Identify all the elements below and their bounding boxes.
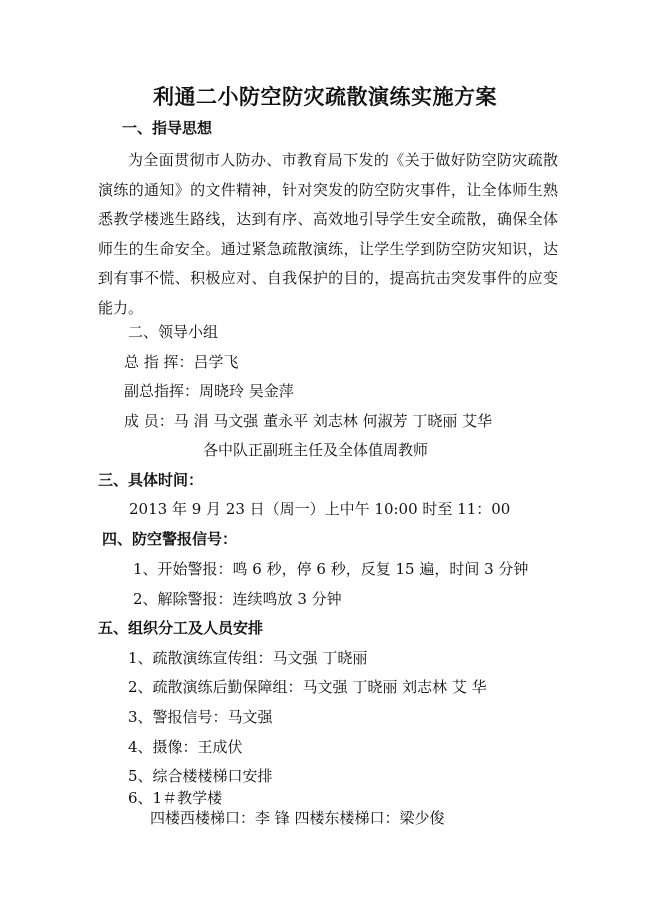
- section-heading-leadership-group: 二、领导小组: [128, 323, 219, 341]
- section-heading-air-raid-signals: 四、防空警报信号：: [102, 530, 238, 548]
- organization-item-2: 2、疏散演练后勤保障组：马文强 丁晓丽 刘志林 艾 华: [128, 678, 487, 696]
- guiding-ideology-paragraph: 为全面贯彻市人防办、市教育局下发的《关于做好防空防灾疏散演练的通知》的文件精神，针对突发的防空防灾事件，让全体师生熟悉教学楼逃生路线，达到有序、高效地引导学生安全疏散，确保全体师生的生命安全。通过紧急疏散演练，让学生学到防空防灾知识，达到有事不慌、积极应对、自我保护的目的，提高抗击突发事件的应变能力。: [98, 151, 558, 317]
- section-heading-guiding-ideology: 一、指导思想: [122, 119, 213, 137]
- specific-time-line: 2013 年 9 月 23 日（周一）上中午 10:00 时至 11：00: [129, 500, 511, 518]
- organization-item-3: 3、警报信号：马文强: [128, 708, 273, 726]
- organization-item-1: 1、疏散演练宣传组：马文强 丁晓丽: [128, 649, 368, 667]
- organization-item-4: 4、摄像：王成伏: [128, 738, 243, 756]
- members-continuation-line: 各中队正副班主任及全体值周教师: [203, 441, 429, 459]
- alarm-start-line: 1、开始警报：鸣 6 秒，停 6 秒，反复 15 遍，时间 3 分钟: [133, 560, 529, 578]
- section-heading-specific-time: 三、具体时间：: [98, 471, 204, 489]
- deputy-commander-line: 副总指挥：周晓玲 吴金萍: [124, 382, 294, 400]
- alarm-clear-line: 2、解除警报：连续鸣放 3 分钟: [133, 590, 342, 608]
- commander-line: 总 指 挥：吕学飞: [124, 353, 239, 371]
- section-heading-organization: 五、组织分工及人员安排: [98, 619, 264, 637]
- organization-item-6-detail: 四楼西楼梯口：李 锋 四楼东楼梯口：梁少俊: [150, 809, 445, 827]
- organization-item-5: 5、综合楼楼梯口安排: [128, 767, 273, 785]
- organization-item-6: 6、1＃教学楼: [128, 789, 223, 807]
- document-title: 利通二小防空防灾疏散演练实施方案: [153, 85, 497, 109]
- members-line: 成 员：马 涓 马文强 董永平 刘志林 何淑芳 丁晓丽 艾华: [124, 412, 493, 430]
